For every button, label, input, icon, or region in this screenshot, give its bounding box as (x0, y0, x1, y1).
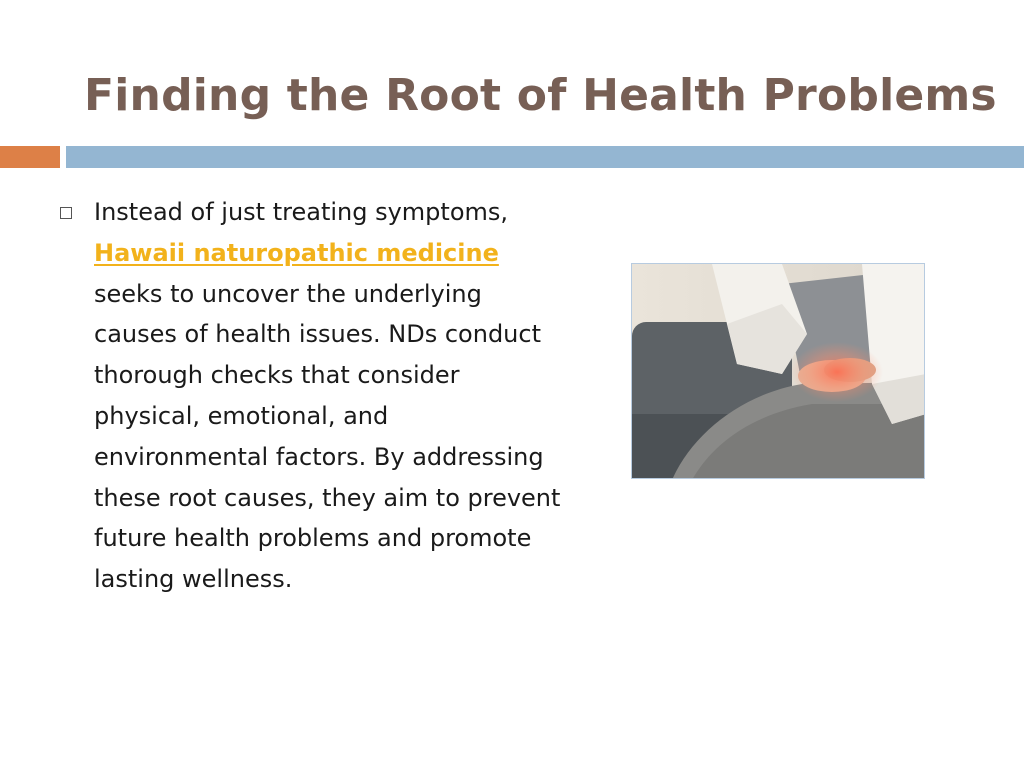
bullet-paragraph (94, 192, 564, 600)
accent-divider-bar (0, 146, 60, 168)
body-text-rest: seeks to uncover the underlying causes of health issues. NDs conduct thorough checks that consider physical, emotional, and environmental factors. By addressing these root causes, they aim to prevent future health problems and promote lasting wellness. (94, 279, 561, 594)
abdominal-pain-photo (631, 263, 925, 479)
naturopathic-medicine-link[interactable]: Hawaii naturopathic medicine (94, 238, 499, 267)
square-bullet-icon (60, 207, 72, 219)
body-text-intro: Instead of just treating symptoms, (94, 198, 509, 226)
divider-bar (66, 146, 1024, 168)
slide-title: Finding the Root of Health Problems (84, 70, 997, 121)
